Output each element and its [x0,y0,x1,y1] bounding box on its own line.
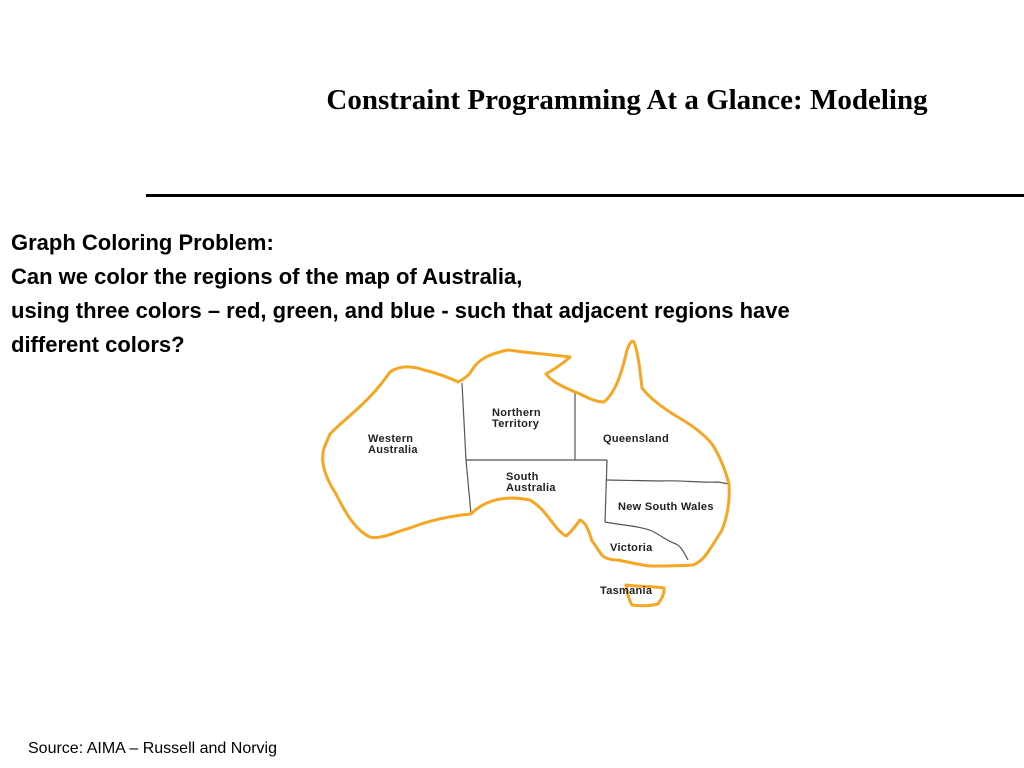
label-northern-territory [492,407,544,430]
label-western-australia [368,433,418,456]
label-nt-line-2: Territory [492,418,540,430]
label-sa-line-2: Australia [506,482,556,494]
border-qld-nsw [606,480,729,484]
label-wa-line-2: Australia [368,444,418,456]
problem-line-3: different colors? [11,332,185,357]
problem-heading: Graph Coloring Problem: [11,230,274,255]
border-wa-nt-sa [462,383,471,514]
label-sa-line-1: South [506,471,539,483]
label-nt-line-1: Northern [492,407,541,419]
problem-line-1: Can we color the regions of the map of Australia, [11,264,523,289]
label-south-australia [506,471,556,494]
label-victoria: Victoria [610,542,653,554]
source-citation: Source: AIMA – Russell and Norvig [28,740,278,757]
slide-title: Constraint Programming At a Glance: Modeling [326,84,928,116]
border-nsw-vic [605,522,688,560]
label-new-south-wales: New South Wales [618,501,714,513]
problem-line-2: using three colors – red, green, and blue - such that adjacent regions have [11,298,790,323]
label-tasmania: Tasmania [600,585,653,597]
border-sa-qld-nsw [605,460,607,522]
label-queensland: Queensland [603,433,669,445]
label-wa-line-1: Western [368,433,414,445]
